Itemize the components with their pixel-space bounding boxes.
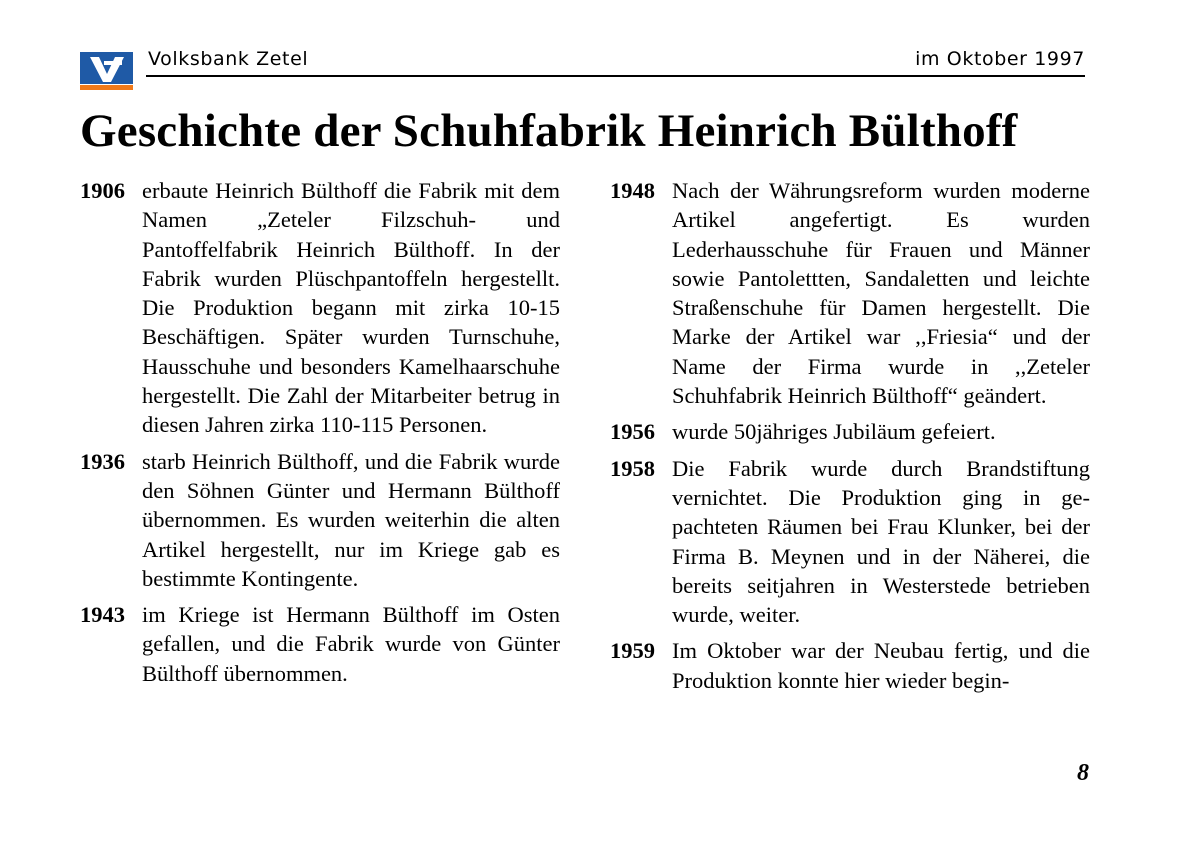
entry-year: 1959: [610, 638, 655, 664]
entry-text: wurde 50jähriges Jubiläum gefeiert.: [672, 419, 996, 445]
right-column: [610, 176, 1090, 702]
left-column: [80, 176, 560, 695]
entry-text: Nach der Währungsreform wurden moderne Artikel angefertigt. Es wurden Lederhausschuhe für Frauen und Männer sowie Pantolettten, Sandaletten und leichte Straßenschuhe für Damen hergestellt. Die Marke der Artikel war ,,Friesia“ und der Name der Firma wurde in ,,Zeteler Schuhfabrik Heinrich Bülthoff“ geändert.: [672, 178, 1090, 409]
entry-text: Die Fabrik wurde durch Brandstiftung vernichtet. Die Produktion ging in gepachteten Räumen bei Frau Klunker, bei der Firma B. Meynen und in der Näherei, die bereits seitjahren in Westerstede betrieben wurde, weiter.: [672, 455, 1090, 628]
entry-year: 1948: [610, 178, 655, 203]
entry-year: 1943: [80, 602, 125, 628]
entry-year: 1906: [80, 178, 125, 203]
entry-year: 1956: [610, 419, 655, 445]
history-entry: [80, 176, 560, 440]
header-divider: [146, 75, 1085, 77]
history-entry: [610, 636, 1090, 695]
header-date: im Oktober 1997: [915, 48, 1085, 70]
history-entry: [610, 454, 1090, 630]
bank-name: Volksbank Zetel: [148, 48, 309, 70]
history-entry: [610, 417, 1090, 446]
entry-text: starb Heinrich Bülthoff, und die Fabrik wurde den Söhnen Günter und Hermann Bülthoff übernommen. Es wurden weiterhin die alten Artikel hergestellt, nur im Kriege gab es bestimmte Kontingente.: [142, 448, 560, 591]
page-title: Geschichte der Schuhfabrik Heinrich Bülthoff: [80, 105, 1018, 157]
history-entry: [80, 600, 560, 688]
entry-year: 1936: [80, 448, 125, 474]
history-entry: [80, 447, 560, 593]
page-header: [80, 46, 1085, 92]
volksbank-logo-icon: [80, 52, 133, 90]
page-number: 8: [1077, 760, 1089, 786]
entry-text: Im Oktober war der Neubau fertig, und die Produktion konnte hier wieder begin-: [672, 638, 1090, 693]
history-entry: [610, 176, 1090, 410]
entry-year: 1958: [610, 455, 655, 481]
entry-text: erbaute Heinrich Bülthoff die Fabrik mit dem Namen „Zeteler Filzschuh- und Pantoffelfabrik Heinrich Bülthoff. In der Fabrik wurden Plüschpantoffeln hergestellt. Die Produktion begann mit zirka 10-15 Beschäftigen. Später wurden Turnschuhe, Hausschuhe und besonders Kamelhaarschuhe hergestellt. Die Zahl der Mitarbeiter betrug in diesen Jahren zirka 110-115 Personen.: [142, 178, 560, 438]
entry-text: im Kriege ist Hermann Bülthoff im Osten gefallen, und die Fabrik wurde von Günter Bülthoff übernommen.: [142, 602, 560, 686]
